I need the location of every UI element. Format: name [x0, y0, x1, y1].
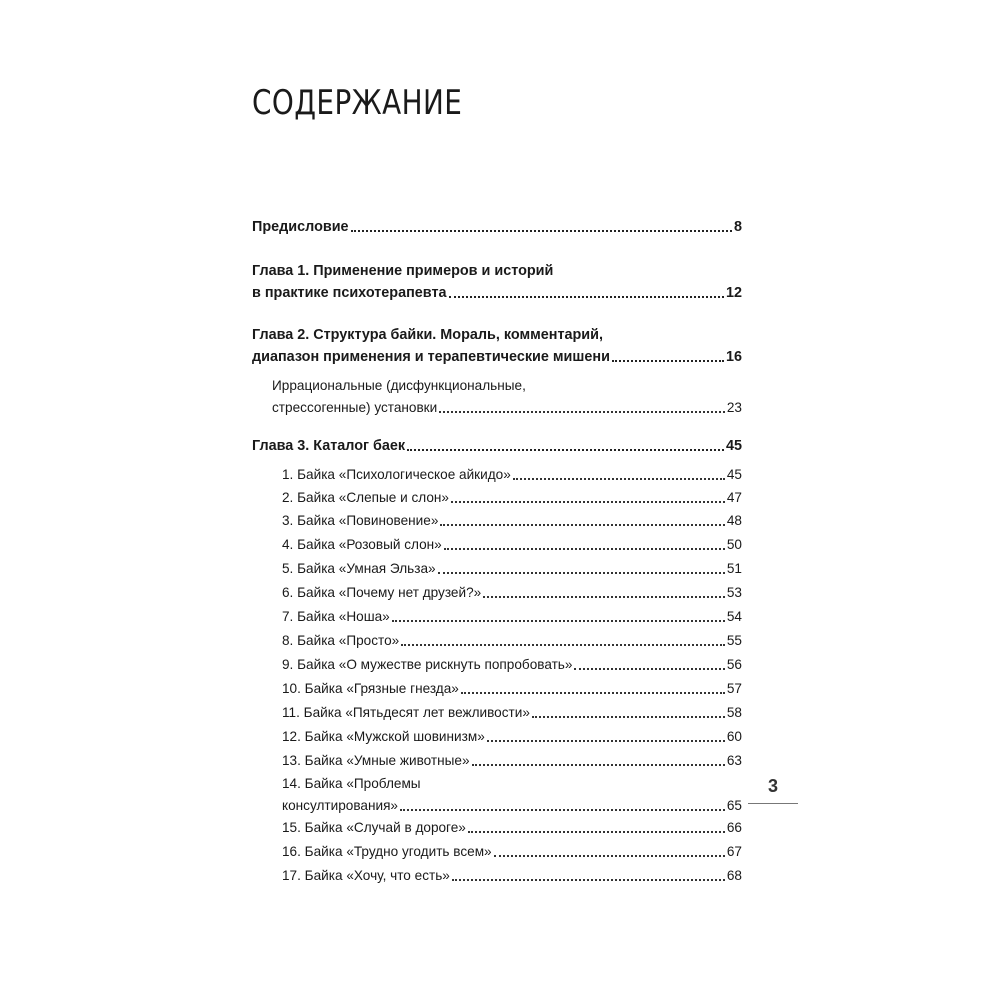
toc-entry-title-line1: Глава 1. Применение примеров и историй: [252, 263, 554, 279]
toc-item: [282, 630, 742, 652]
toc-entry-title: 6. Байка «Почему нет друзей?»: [282, 585, 482, 600]
leader-dots: [451, 501, 725, 503]
toc-item: [282, 865, 742, 887]
toc-entry-title: 16. Байка «Трудно угодить всем»: [282, 844, 492, 859]
toc-entry-preface: [252, 216, 742, 238]
toc-entry-title: консултирования»: [282, 798, 398, 813]
toc-entry-page: 53: [726, 585, 742, 600]
toc-entry-page: 67: [726, 844, 742, 859]
toc-item: [282, 702, 742, 724]
toc-item: [282, 464, 742, 486]
toc-entry-title-line1: Глава 2. Структура байки. Мораль, комментарий,: [252, 327, 603, 343]
toc-entry-title: стрессогенные) установки: [272, 400, 438, 415]
toc-entry-page: 68: [726, 868, 742, 883]
leader-dots: [532, 716, 725, 718]
toc-entry-page: 45: [726, 467, 742, 482]
leader-dots: [494, 855, 725, 857]
toc-entry-page: 48: [726, 513, 742, 528]
leader-dots: [400, 809, 725, 811]
toc-entry-title: 2. Байка «Слепые и слон»: [282, 490, 449, 505]
toc-entry-chapter-1: [252, 260, 742, 304]
toc-entry-page: 56: [726, 657, 742, 672]
toc-entry-title: в практике психотерапевта: [252, 285, 447, 301]
leader-dots: [351, 230, 732, 232]
leader-dots: [574, 668, 724, 670]
toc-entry-title: 10. Байка «Грязные гнезда»: [282, 681, 459, 696]
toc-item: [282, 582, 742, 604]
toc-entry-page: 8: [733, 219, 742, 235]
toc-entry-title: 5. Байка «Умная Эльза»: [282, 561, 436, 576]
leader-dots: [440, 524, 724, 526]
page-number: 3: [768, 776, 779, 796]
toc-item: [282, 534, 742, 556]
toc-entry-subsection: [272, 375, 742, 419]
leader-dots: [487, 740, 725, 742]
toc-entry-title: 9. Байка «О мужестве рискнуть попробовать»: [282, 657, 573, 672]
toc-entry-title: 17. Байка «Хочу, что есть»: [282, 868, 450, 883]
toc-item: [282, 817, 742, 839]
leader-dots: [401, 644, 725, 646]
toc-entry-page: 57: [726, 681, 742, 696]
toc-entry-title: диапазон применения и терапевтические мишени: [252, 349, 610, 365]
leader-dots: [472, 764, 725, 766]
toc-entry-page: 58: [726, 705, 742, 720]
toc-item: [282, 654, 742, 676]
toc-item: [282, 773, 742, 817]
toc-entry-page: 12: [725, 285, 742, 301]
leader-dots: [468, 831, 725, 833]
leader-dots: [461, 692, 725, 694]
leader-dots: [439, 411, 725, 413]
toc-entry-chapter-2: [252, 324, 742, 368]
toc-item: [282, 510, 742, 532]
toc-entry-page: 45: [725, 438, 742, 454]
toc-entry-title: 12. Байка «Мужской шовинизм»: [282, 729, 485, 744]
toc-entry-page: 66: [726, 820, 742, 835]
leader-dots: [438, 572, 725, 574]
page-title: СОДЕРЖАНИЕ: [252, 83, 463, 123]
toc-entry-page: 23: [726, 400, 742, 415]
leader-dots: [513, 478, 725, 480]
leader-dots: [483, 596, 725, 598]
toc-item: [282, 841, 742, 863]
toc-entry-title: 4. Байка «Розовый слон»: [282, 537, 442, 552]
toc-entry-title-line1: Иррациональные (дисфункциональные,: [272, 378, 526, 393]
toc-entry-page: 54: [726, 609, 742, 624]
leader-dots: [392, 620, 725, 622]
toc-entry-chapter-3: [252, 435, 742, 457]
toc-entry-title: Глава 3. Каталог баек: [252, 438, 406, 454]
leader-dots: [452, 879, 725, 881]
toc-item: [282, 726, 742, 748]
toc-entry-title: 13. Байка «Умные животные»: [282, 753, 470, 768]
toc-entry-page: 47: [726, 490, 742, 505]
toc-item: [282, 487, 742, 509]
toc-entry-title: 7. Байка «Ноша»: [282, 609, 390, 624]
toc-entry-title: 3. Байка «Повиновение»: [282, 513, 439, 528]
toc-entry-title: 1. Байка «Психологическое айкидо»: [282, 467, 511, 482]
toc-entry-page: 16: [725, 349, 742, 365]
toc-item: [282, 558, 742, 580]
toc-entry-page: 55: [726, 633, 742, 648]
leader-dots: [444, 548, 725, 550]
leader-dots: [407, 449, 724, 451]
toc-entry-page: 63: [726, 753, 742, 768]
toc-entry-title: 15. Байка «Случай в дороге»: [282, 820, 466, 835]
toc-entry-title: 11. Байка «Пятьдесят лет вежливости»: [282, 705, 530, 720]
toc-item: [282, 678, 742, 700]
toc-entry-title: Предисловие: [252, 219, 349, 235]
toc-entry-page: 51: [726, 561, 742, 576]
toc-entry-title: 8. Байка «Просто»: [282, 633, 400, 648]
toc-entry-title-line1: 14. Байка «Проблемы: [282, 776, 421, 791]
toc-item: [282, 606, 742, 628]
page-number-rule: [748, 803, 798, 804]
leader-dots: [449, 296, 724, 298]
toc-entry-page: 50: [726, 537, 742, 552]
toc-entry-page: 60: [726, 729, 742, 744]
toc-entry-page: 65: [726, 798, 742, 813]
leader-dots: [612, 360, 724, 362]
toc-item: [282, 750, 742, 772]
table-of-contents: [252, 0, 744, 1000]
